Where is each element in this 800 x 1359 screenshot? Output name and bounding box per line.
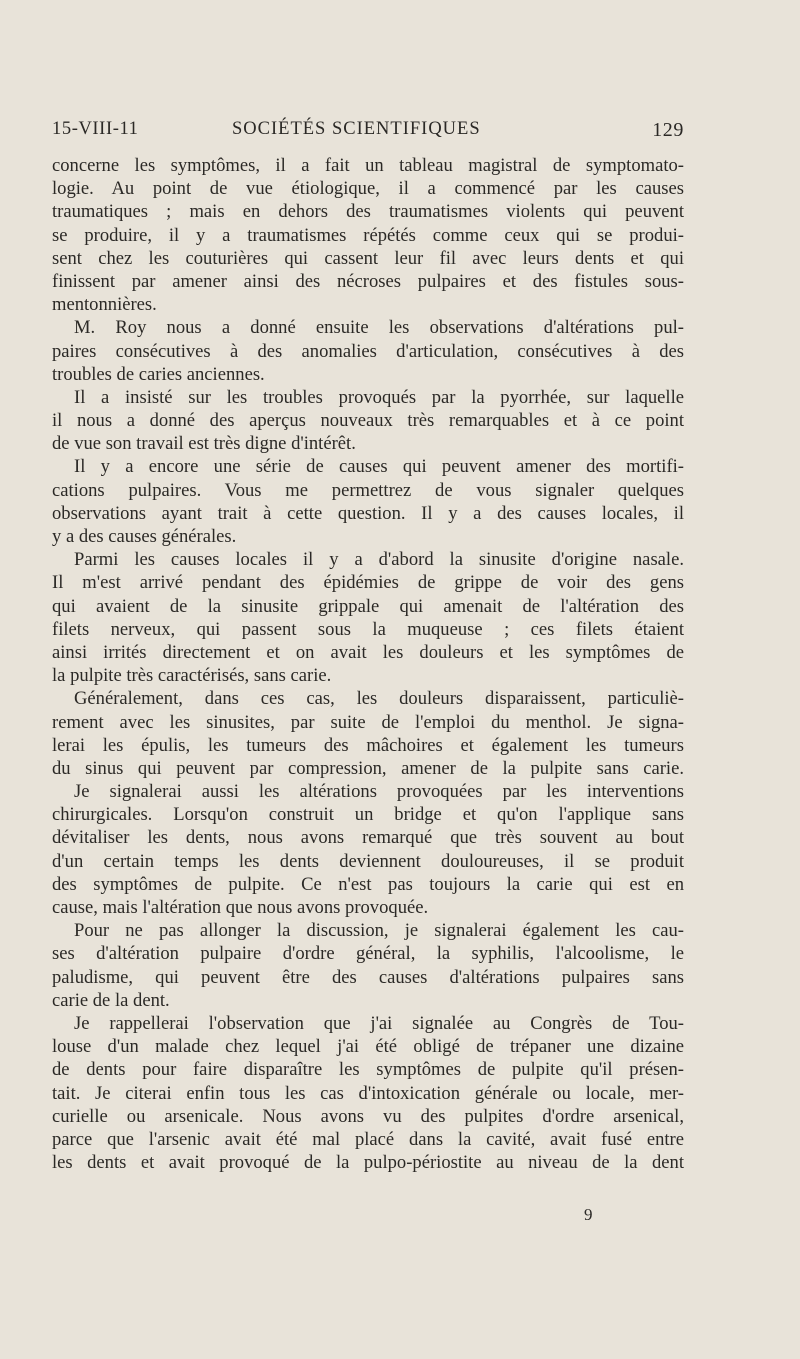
- text-line: ses d'altération pulpaire d'ordre général, la syphilis, l'alcoolisme, le: [52, 943, 684, 965]
- text-line: observations ayant trait à cette question. Il y a des causes locales, il: [52, 502, 684, 524]
- text-line: paires consécutives à des anomalies d'articulation, consécutives à des: [52, 340, 684, 362]
- text-line: dévitaliser les dents, nous avons remarqué que très souvent au bout: [52, 827, 684, 849]
- text-line: concerne les symptômes, il a fait un tableau magistral de symptomato-: [52, 155, 684, 176]
- text-line: de dents pour faire disparaître les symptômes de pulpite qu'il présen-: [52, 1059, 684, 1081]
- text-line: logie. Au point de vue étiologique, il a commencé par les causes: [52, 178, 684, 200]
- text-line: y a des causes générales.: [52, 526, 237, 547]
- text-line: troubles de caries anciennes.: [52, 363, 265, 385]
- text-line: Il a insisté sur les troubles provoqués par la pyorrhée, sur laquelle: [74, 386, 684, 408]
- text-line: carie de la dent.: [52, 989, 170, 1011]
- text-line: parce que l'arsenic avait été mal placé dans la cavité, avait fusé entre: [52, 1128, 684, 1150]
- text-line: finissent par amener ainsi des nécroses pulpaires et des fistules sous-: [52, 270, 684, 292]
- text-line: cause, mais l'altération que nous avons provoquée.: [52, 897, 429, 918]
- text-line: cations pulpaires. Vous me permettrez de vous signaler quelques: [52, 479, 684, 501]
- text-line: les dents et avait provoqué de la pulpo-périostite au niveau de la dent: [52, 1152, 684, 1174]
- text-line: d'un certain temps les dents deviennent douloureuses, il se produit: [52, 850, 684, 872]
- text-line: Pour ne pas allonger la discussion, je signalerai également les cau-: [74, 920, 684, 942]
- text-line: sent chez les couturières qui cassent leur fil avec leurs dents et qui: [52, 247, 684, 269]
- text-line: Généralement, dans ces cas, les douleurs disparaissent, particuliè-: [74, 688, 684, 710]
- text-line: ainsi irrités directement et on avait les douleurs et les symptômes de: [52, 641, 684, 663]
- text-line: Parmi les causes locales il y a d'abord la sinusite d'origine nasale.: [74, 549, 684, 571]
- text-line: M. Roy nous a donné ensuite les observations d'altérations pul-: [74, 317, 684, 339]
- text-line: paludisme, qui peuvent être des causes d'altérations pulpaires sans: [52, 966, 684, 988]
- text-line: Je rappellerai l'observation que j'ai signalée au Congrès de Tou-: [74, 1012, 684, 1034]
- text-line: tait. Je citerai enfin tous les cas d'intoxication générale ou locale, mer-: [52, 1082, 684, 1104]
- text-line: du sinus qui peuvent par compression, amener de la pulpite sans carie.: [52, 757, 684, 779]
- text-line: chirurgicales. Lorsqu'on construit un bridge et qu'on l'applique sans: [52, 804, 684, 826]
- text-line: lerai les épulis, les tumeurs des mâchoires et également les tumeurs: [52, 734, 684, 756]
- page-number: 129: [652, 119, 684, 141]
- text-line: il nous a donné des aperçus nouveaux très remarquables et à ce point: [52, 410, 684, 432]
- text-line: se produire, il y a traumatismes répétés comme ceux qui se produi-: [52, 224, 684, 246]
- header-title: SOCIÉTÉS SCIENTIFIQUES: [232, 119, 481, 139]
- text-line: de vue son travail est très digne d'intérêt.: [52, 433, 356, 455]
- text-line: mentonnières.: [52, 294, 157, 316]
- text-line: la pulpite très caractérisés, sans carie.: [52, 665, 332, 687]
- body-text: [52, 154, 684, 1174]
- text-line: traumatiques ; mais en dehors des traumatismes violents qui peuvent: [52, 201, 684, 223]
- text-line: rement avec les sinusites, par suite de l'emploi du menthol. Je signa-: [52, 711, 684, 733]
- text-line: curielle ou arsenicale. Nous avons vu des pulpites d'ordre arsenical,: [52, 1105, 684, 1127]
- text-line: qui avaient de la sinusite grippale qui amenait de l'altération des: [52, 595, 684, 617]
- signature-mark: 9: [584, 1205, 593, 1224]
- text-line: filets nerveux, qui passent sous la muqueuse ; ces filets étaient: [52, 618, 684, 640]
- text-line: Il m'est arrivé pendant des épidémies de grippe de voir des gens: [52, 572, 684, 594]
- text-line: des symptômes de pulpite. Ce n'est pas toujours la carie qui est en: [52, 873, 684, 895]
- header-date: 15-VIII-11: [52, 119, 139, 139]
- text-line: Je signalerai aussi les altérations provoquées par les interventions: [74, 781, 684, 803]
- text-line: Il y a encore une série de causes qui peuvent amener des mortifi-: [74, 456, 684, 478]
- text-line: louse d'un malade chez lequel j'ai été obligé de trépaner une dizaine: [52, 1036, 684, 1058]
